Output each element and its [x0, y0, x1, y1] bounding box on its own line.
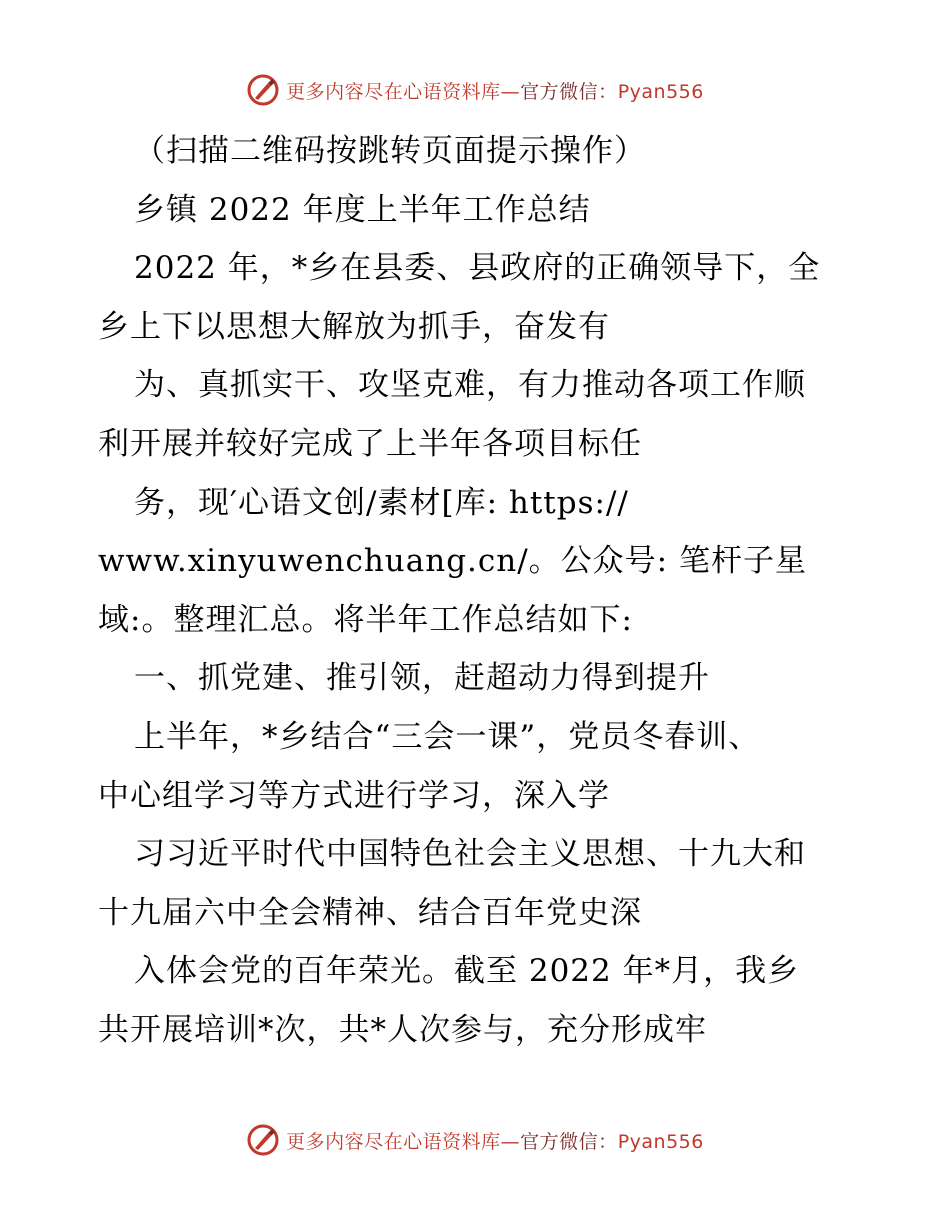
text-line: 域:。整理汇总。将半年工作总结如下: [98, 601, 633, 638]
banner-wechat-id: Pyan556 [617, 80, 704, 103]
banner-wechat-label: 官方微信： [520, 1130, 618, 1153]
text-line: 中心组学习等方式进行学习，深入学 [98, 777, 610, 814]
text-line: 共开展培训*次，共*人次参与，充分形成牢 [98, 1011, 707, 1048]
text-line: 上半年，*乡结合“三会一课”，党员冬春训、 [134, 718, 761, 755]
text-line: 利开展并较好完成了上半年各项目标任 [98, 425, 642, 462]
banner-separator: — [500, 80, 521, 103]
text-line: （扫描二维码按跳转页面提示操作） [134, 133, 646, 169]
pen-in-circle-icon [246, 1123, 280, 1157]
text-line: 乡上下以思想大解放为抓手，奋发有 [98, 308, 610, 345]
footer-banner [0, 1120, 950, 1160]
pen-in-circle-icon [246, 73, 280, 107]
text-line: 习习近平时代中国特色社会主义思想、十九大和 [134, 836, 806, 873]
banner-wechat-id: Pyan556 [617, 1130, 704, 1153]
banner-separator: — [500, 1130, 521, 1153]
document-body [98, 122, 858, 1060]
banner-main-text: 更多内容尽在心语资料库 [286, 1130, 501, 1153]
text-line: 十九届六中全会精神、结合百年党史深 [98, 894, 642, 931]
text-line: 务，现′心语文创/素材[库: https:// [134, 484, 629, 521]
header-banner [0, 70, 950, 110]
banner-wechat-label: 官方微信： [520, 80, 618, 103]
text-line: 乡镇 2022 年度上半年工作总结 [134, 191, 591, 228]
banner-main-text: 更多内容尽在心语资料库 [286, 80, 501, 103]
text-line: 为、真抓实干、攻坚克难，有力推动各项工作顺 [134, 367, 806, 404]
banner-text [286, 77, 704, 104]
text-line: 入体会党的百年荣光。截至 2022 年*月，我乡 [134, 953, 800, 990]
text-line: 2022 年，*乡在县委、县政府的正确领导下，全 [134, 250, 821, 287]
text-line: 一、抓党建、推引领，赶超动力得到提升 [134, 660, 710, 697]
text-line: www.xinyuwenchuang.cn/。公众号: 笔杆子星 [98, 543, 807, 580]
banner-text [286, 1127, 704, 1154]
